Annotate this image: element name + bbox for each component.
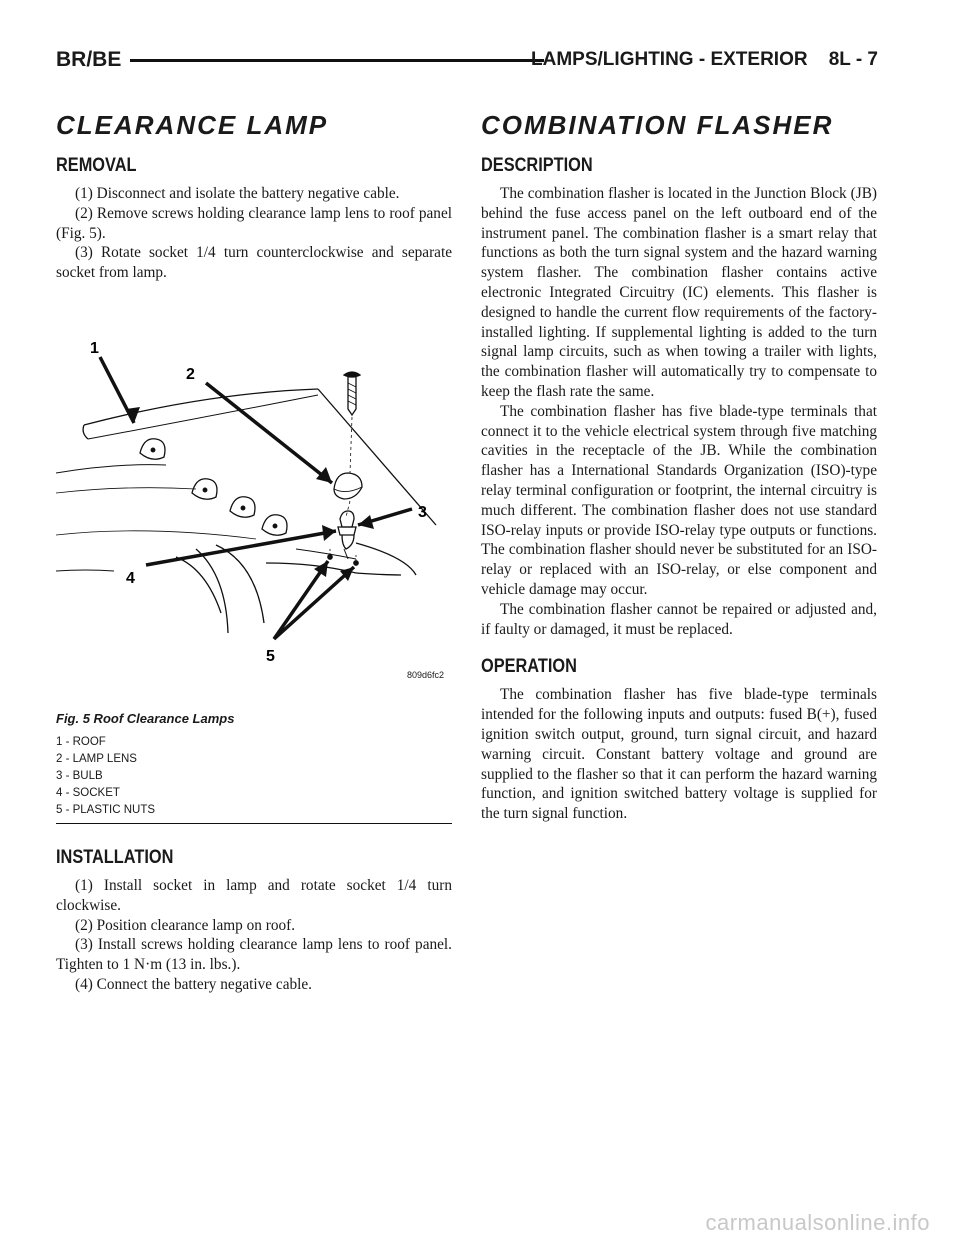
clearance-lamp-1 — [140, 439, 165, 459]
clearance-lamp-4 — [262, 515, 287, 535]
description-paragraph: The combination flasher is located in the Junction Block (JB) behind the fuse access panel on the left outboard end of the instrument panel. The combination flasher is a smart relay that functions as both the turn signal system and the hazard warning system flasher. The combination flasher contains active electronic Integrated Circuitry (IC) elements. This flasher is designed to handle the current flow requirements of the factory-installed lighting. If supplemental lighting is added to the turn signal lamp circuits, such as when towing a trailer with lights, the combination flasher will automatically try to compensate to keep the flash rate the same. — [481, 185, 877, 400]
operation-paragraph: The combination flasher has five blade-type terminals intended for the following inputs and outputs: fused B(+), fused ignition switch output, ground, turn signal circuit, and hazard warning circuit. Constant battery voltage and ground are supplied to the flasher so that it can perform the hazard warning function, and ignition switched battery voltage is supplied for the turn signal function. — [481, 686, 877, 823]
callout-5: 5 — [266, 647, 275, 665]
description-paragraph: The combination flasher cannot be repaired or adjusted and, if faulty or damaged, it must be replaced. — [481, 600, 877, 638]
installation-step: (3) Install screws holding clearance lamp lens to roof panel. Tighten to 1 N·m (13 in. lbs.). — [56, 936, 452, 974]
figure-caption: Fig. 5 Roof Clearance Lamps — [56, 710, 235, 726]
callout-3: 3 — [418, 503, 427, 521]
removal-heading: REMOVAL — [56, 155, 137, 176]
footer-watermark: carmanualsonline.info — [705, 1210, 930, 1235]
section-title-combination-flasher: COMBINATION FLASHER — [481, 110, 834, 140]
installation-step: (2) Position clearance lamp on roof. — [75, 916, 296, 934]
description-heading: DESCRIPTION — [481, 155, 593, 176]
legend-item: 3 - BULB — [56, 769, 103, 782]
callout-2: 2 — [186, 365, 195, 383]
figure-code: 809d6fc2 — [406, 669, 444, 680]
removal-step: (2) Remove screws holding clearance lamp lens to roof panel (Fig. 5). — [56, 204, 452, 242]
header-rule — [130, 59, 544, 62]
section-title-clearance-lamp: CLEARANCE LAMP — [56, 110, 329, 140]
installation-step: (4) Connect the battery negative cable. — [75, 975, 312, 993]
legend-item: 4 - SOCKET — [56, 786, 120, 799]
callout-4: 4 — [126, 569, 135, 587]
header-model: BR/BE — [56, 48, 122, 71]
removal-step: (1) Disconnect and isolate the battery negative cable. — [75, 185, 400, 202]
installation-heading: INSTALLATION — [56, 846, 174, 868]
header-section: LAMPS/LIGHTING - EXTERIOR 8L - 7 — [531, 49, 878, 70]
installation-step: (1) Install socket in lamp and rotate socket 1/4 turn clockwise. — [56, 876, 452, 914]
roof-clearance-lamps-illustration — [56, 313, 452, 695]
removal-step: (3) Rotate socket 1/4 turn counterclockwise and separate socket from lamp. — [56, 244, 452, 282]
left-column — [56, 108, 452, 995]
legend-item: 2 - LAMP LENS — [56, 752, 137, 765]
operation-heading: OPERATION — [481, 656, 577, 678]
figure-roof-clearance-lamps — [56, 313, 452, 695]
clearance-lamp-3 — [230, 497, 255, 517]
description-paragraph: The combination flasher has five blade-type terminals that connect it to the vehicle electrical system through five matching cavities in the receptacle of the JB. While the combination flasher has a International Standards Organization (ISO)-type relay terminal configuration or footprint, the internal circuitry is much different. The combination flasher does not use standard ISO-relay inputs or provide ISO-relay type outputs or functions. The combination flasher should never be substituted for an ISO-relay or replaced with an ISO-relay, or else component and vehicle damage may occur. — [481, 402, 877, 598]
legend-item: 5 - PLASTIC NUTS — [56, 803, 156, 816]
callout-1: 1 — [90, 339, 99, 357]
legend-item: 1 - ROOF — [56, 735, 106, 748]
right-column — [481, 108, 877, 824]
page-header — [56, 47, 878, 73]
